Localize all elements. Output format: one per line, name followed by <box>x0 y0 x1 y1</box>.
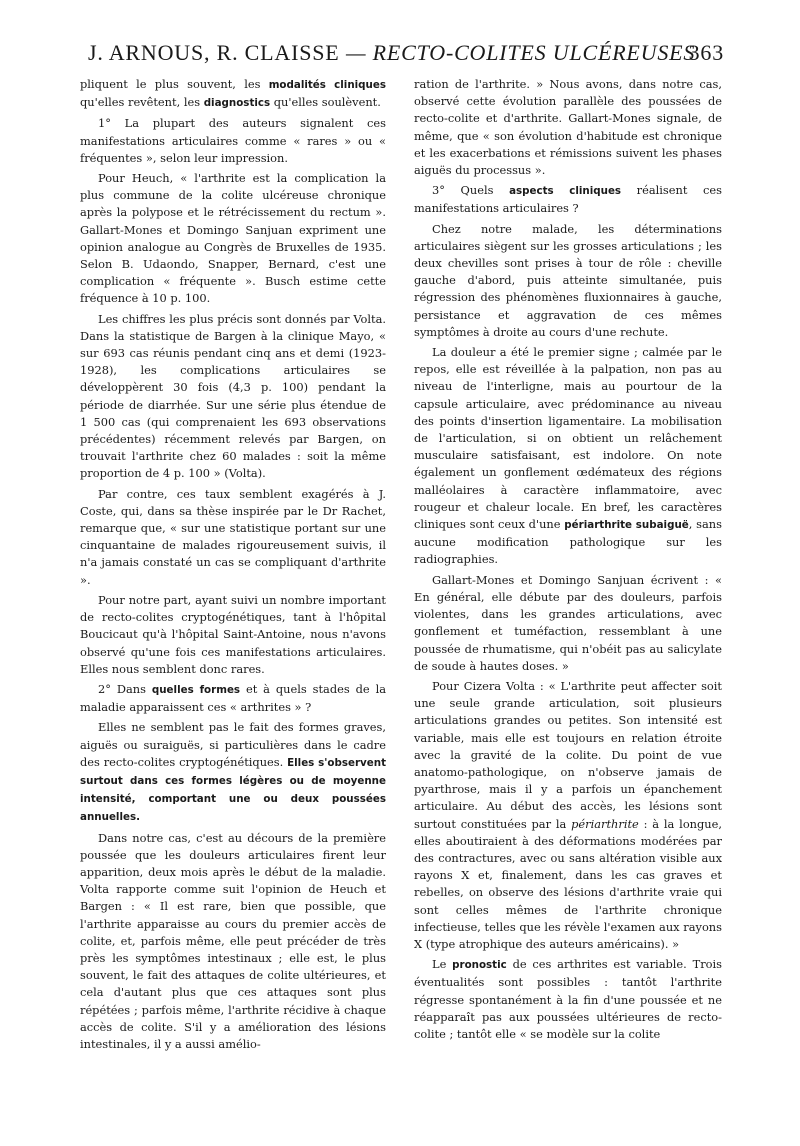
header-authors: J. ARNOUS, R. CLAISSE <box>88 40 340 65</box>
paragraph: Dans notre cas, c'est au décours de la première poussée que les douleurs articulaires firent leur apparition, deux mois après le début de la maladie. Volta rapporte comme suit l'opinion de Heuch et Bargen : « Il est rare, bien que possible, que l'arthrite apparaisse au cours du premier accès de colite, et, parfois même, elle peut précéder de très près les symptômes intestinaux ; elle est, le plus souvent, le fait des attaques de colite ultérieures, et cela d'autant plus que ces attaques sont plus répétées ; parfois même, l'arthrite récidive à chaque accès de colite. S'il y a amélioration des lésions intestinales, il y a aussi amélio- <box>80 830 386 1051</box>
paragraph: 2° Dans quelles formes et à quels stades de la maladie apparaissent ces « arthrites » ? <box>80 681 386 715</box>
header-article-title: — RECTO-COLITES ULCÉREUSES <box>346 40 696 65</box>
running-header <box>88 40 724 74</box>
paragraph: Chez notre malade, les déterminations articulaires siègent sur les grosses articulations ; les deux chevilles sont prises à tour de rôle : cheville gauche d'abord, puis atteinte simultanée, puis régression des phénomènes fluxionnaires à gauche, persistance et aggravation de ces mêmes symptômes à droite au cours d'une rechute. <box>414 221 722 339</box>
paragraph: pliquent le plus souvent, les modalités cliniques qu'elles revêtent, les diagnostics qu'elles soulèvent. <box>80 77 386 110</box>
paragraph: Gallart-Mones et Domingo Sanjuan écrivent : « En général, elle débute par des douleurs, parfois violentes, dans les grandes articulations, avec gonflement et tuméfaction, ressemblant à une poussée de rhumatisme, qui n'obéit pas au salicylate de soude à hautes doses. » <box>414 572 722 673</box>
paragraph: Elles ne semblent pas le fait des formes graves, aiguës ou suraiguës, si particulières dans le cadre des recto-colites cryptogénétiques. Elles s'observent surtout dans ces formes légères ou de moyenne intensité, comportant une ou deux poussées annuelles. <box>80 720 386 824</box>
paragraph: Pour notre part, ayant suivi un nombre important de recto-colites cryptogénétiques, tant à l'hôpital Boucicaut qu'à l'hôpital Saint-Antoine, nous n'avons observé qu'une fois ces manifestations articulaires. Elles nous semblent donc rares. <box>80 592 386 676</box>
paragraph: 3° Quels aspects cliniques réalisent ces manifestations articulaires ? <box>414 183 722 216</box>
paragraph: Pour Cizera Volta : « L'arthrite peut affecter soit une seule grande articulation, soit plusieurs articulations grandes ou petites. Son intensité est variable, mais elle est toujours en relation étroite avec la gravité de la colite. Du point de vue anatomo-pathologique, on n'observe jamais de pyarthrose, mais il y a parfois un épanchement articulaire. Au début des accès, les lésions sont surtout constituées par la périarthrite : à la longue, elles aboutiraient à des déformations modérées par des contractures, avec ou sans altération visible aux rayons X et, finalement, dans les cas graves et rebelles, on observe des lésions d'arthrite vraie qui sont celles mêmes de l'arthrite chronique infectieuse, telles que les révèle l'examen aux rayons X (type atrophique des auteurs américains). » <box>414 678 722 951</box>
paragraph: Par contre, ces taux semblent exagérés à J. Coste, qui, dans sa thèse inspirée par le Dr Rachet, remarque que, « sur une statistique portant sur une cinquantaine de malades rigoureusement suivis, il n'a jamais constaté un cas se compliquant d'arthrite ». <box>80 486 386 587</box>
paragraph: 1° La plupart des auteurs signalent ces manifestations articulaires comme « rares » ou « fréquentes », selon leur impression. <box>80 116 386 165</box>
paragraph: ration de l'arthrite. » Nous avons, dans notre cas, observé cette évolution parallèle des poussées de recto-colite et d'arthrite. Gallart-Mones signale, de même, que « son évolution d'habitude est chronique et les exacerbations et rémissions suivent les phases aiguës du processus ». <box>414 77 722 178</box>
paragraph: Le pronostic de ces arthrites est variable. Trois éventualités sont possibles : tantôt l'arthrite régresse spontanément à la fin d'une poussée et ne réapparaît pas aux poussées ultérieures de recto-colite ; tantôt elle « se modèle sur la colite <box>414 957 722 1041</box>
right-column <box>414 76 722 1043</box>
paragraph: La douleur a été le premier signe ; calmée par le repos, elle est réveillée à la palpation, non pas au niveau de l'interligne, mais au pourtour de la capsule articulaire, avec prédominance au niveau des points d'insertion ligamentaire. La mobilisation de l'articulation, si on obtient un relâchement musculaire satisfaisant, est indolore. On note également un gonflement œdémateux des régions malléolaires à caractère inflammatoire, avec rougeur et chaleur locale. En bref, les caractères cliniques sont ceux d'une périarthrite subaiguë, sans aucune modification pathologique sur les radiographies. <box>414 345 722 567</box>
paragraph: Les chiffres les plus précis sont donnés par Volta. Dans la statistique de Bargen à la clinique Mayo, « sur 693 cas réunis pendant cinq ans et demi (1923-1928), les complications articulaires se développèrent 30 fois (4,3 p. 100) pendant la période de diarrhée. Sur une série plus étendue de 1 500 cas (qui comprenaient les 693 observations précédentes) récemment relevés par Bargen, on trouvait l'arthrite chez 60 malades : soit la même proportion de 4 p. 100 » (Volta). <box>80 311 386 481</box>
page-number: 363 <box>688 40 724 65</box>
left-column <box>80 76 386 1053</box>
paragraph: Pour Heuch, « l'arthrite est la complication la plus commune de la colite ulcéreuse chronique après la polypose et le rétrécissement du rectum ». Gallart-Mones et Domingo Sanjuan expriment une opinion analogue au Congrès de Bruxelles de 1935. Selon B. Udaondo, Snapper, Bernard, c'est une complication « fréquente ». Busch estime cette fréquence à 10 p. 100. <box>80 171 386 306</box>
